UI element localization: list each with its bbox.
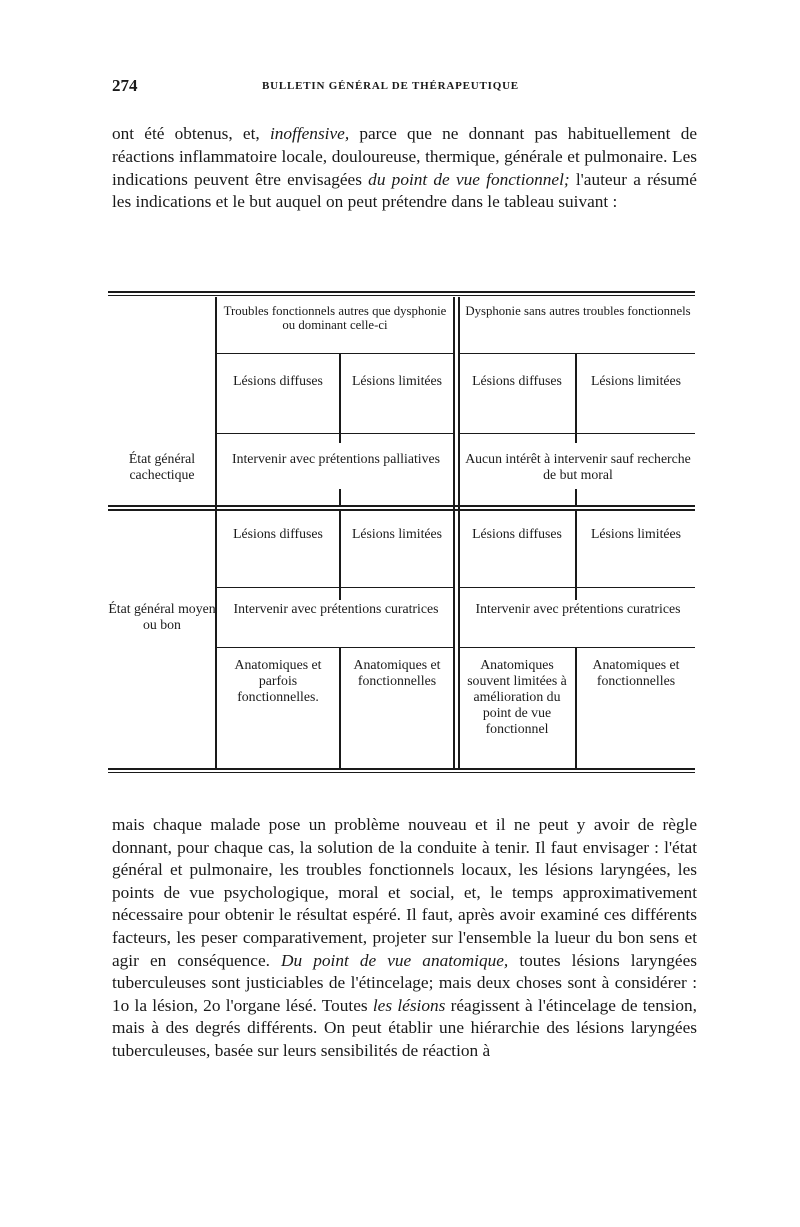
column-rule xyxy=(339,510,341,600)
table-mid-rule xyxy=(108,505,695,507)
rule xyxy=(216,647,454,648)
rule xyxy=(460,433,695,434)
row-label-moyen-bon: État général moyen ou bon xyxy=(108,601,216,632)
text-run: ont été obtenus, et, xyxy=(112,124,270,143)
table-bottom-rule-thin xyxy=(108,772,695,773)
col-header-troubles: Troubles fonctionnels autres que dysphonie ou dominant celle-ci xyxy=(223,304,447,332)
italic-run: les lésions xyxy=(372,995,446,1015)
cell-lesions-limitees: Lésions limitées xyxy=(351,373,443,388)
cell-anatomiques-parfois: Anatomiques et parfois fonctionnelles. xyxy=(234,657,322,704)
paragraph-body xyxy=(112,814,697,1063)
table-top-rule-thin xyxy=(108,295,695,296)
rule xyxy=(216,587,454,588)
column-rule xyxy=(575,353,577,443)
page-header xyxy=(112,76,697,98)
indications-table xyxy=(108,291,695,772)
text-run: réagissent à l'étincelage de tension, mais à des degrés différents. On peut établir une hiérarchie des lésions laryngées tuberculeuses, basée sur leurs sensibilités de réaction à xyxy=(112,995,697,1060)
cell-lesions-limitees: Lésions limitées xyxy=(351,526,443,541)
cell-lesions-limitees: Lésions limitées xyxy=(590,526,682,541)
paragraph-intro xyxy=(112,123,697,214)
page-number: 274 xyxy=(112,76,138,95)
cell-lesions-diffuses: Lésions diffuses xyxy=(472,373,562,388)
cell-lesions-diffuses: Lésions diffuses xyxy=(233,373,323,388)
italic-run: du point de vue fonctionnel; xyxy=(368,169,570,189)
column-rule xyxy=(575,510,577,600)
table-top-rule xyxy=(108,291,695,293)
cell-lesions-limitees: Lésions limitées xyxy=(590,373,682,388)
rule xyxy=(216,433,454,434)
col-header-dysphonie: Dysphonie sans autres troubles fonctionnels xyxy=(465,304,691,318)
rule xyxy=(460,587,695,588)
cell-curatrices-left: Intervenir avec prétentions curatrices xyxy=(233,601,439,616)
rule xyxy=(460,647,695,648)
column-rule xyxy=(339,489,341,505)
italic-run: inoffensive, xyxy=(269,124,350,143)
cell-curatrices-right: Intervenir avec prétentions curatrices xyxy=(475,601,681,616)
cell-lesions-diffuses: Lésions diffuses xyxy=(233,526,323,541)
column-rule xyxy=(339,353,341,443)
italic-run: Du point de vue anatomique, xyxy=(281,950,509,970)
text-run: toutes lésions laryngées tuberculeuses sont justiciables de l'étincelage; mais deux choses sont à considérer : 1o la lésion, 2o l'organe lésé. Toutes xyxy=(112,950,697,1015)
cell-lesions-diffuses: Lésions diffuses xyxy=(472,526,562,541)
cell-but-moral: Aucun intérêt à intervenir sauf recherche de but moral xyxy=(465,451,691,482)
cell-anatomiques-souvent: Anatomiques souvent limitées à amélioration du point de vue fonctionnel xyxy=(467,657,567,736)
table-mid-rule-thin xyxy=(108,509,695,511)
column-rule xyxy=(575,489,577,505)
column-rule xyxy=(215,297,217,769)
cell-palliatives: Intervenir avec prétentions palliatives xyxy=(231,451,441,466)
table-bottom-rule xyxy=(108,768,695,770)
rule xyxy=(216,353,454,354)
cell-anatomiques-fonctionnelles: Anatomiques et fonctionnelles xyxy=(353,657,441,688)
text-run: l'auteur a résumé les indications et le but auquel on peut prétendre dans le tableau suivant : xyxy=(112,169,697,212)
column-rule xyxy=(453,297,455,769)
text-run: parce que ne donnant pas habituellement de réactions inflammatoire locale, douloureuse, thermique, générale et pulmonaire. Les indications peuvent être envisagées xyxy=(112,124,697,189)
running-head: BULLETIN GÉNÉRAL DE THÉRAPEUTIQUE xyxy=(262,80,519,92)
cell-anatomiques-fonctionnelles: Anatomiques et fonctionnelles xyxy=(592,657,680,688)
row-label-cachectique: État général cachectique xyxy=(128,451,196,482)
rule xyxy=(460,353,695,354)
text-run: mais chaque malade pose un problème nouveau et il ne peut y avoir de règle donnant, pour chaque cas, la solution de la conduite à tenir. Il faut envisager : l'état général et pulmonaire, les troubles fonctionnels locaux, les lésions laryngées, les points de vue psychologique, moral et social, et, le temps approximativement nécessaire pour obtenir le résultat espéré. Il faut, après avoir examiné ces différents facteurs, les peser comparativement, projeter sur l'ensemble la lueur du bon sens et agir en conséquence. xyxy=(112,815,697,970)
